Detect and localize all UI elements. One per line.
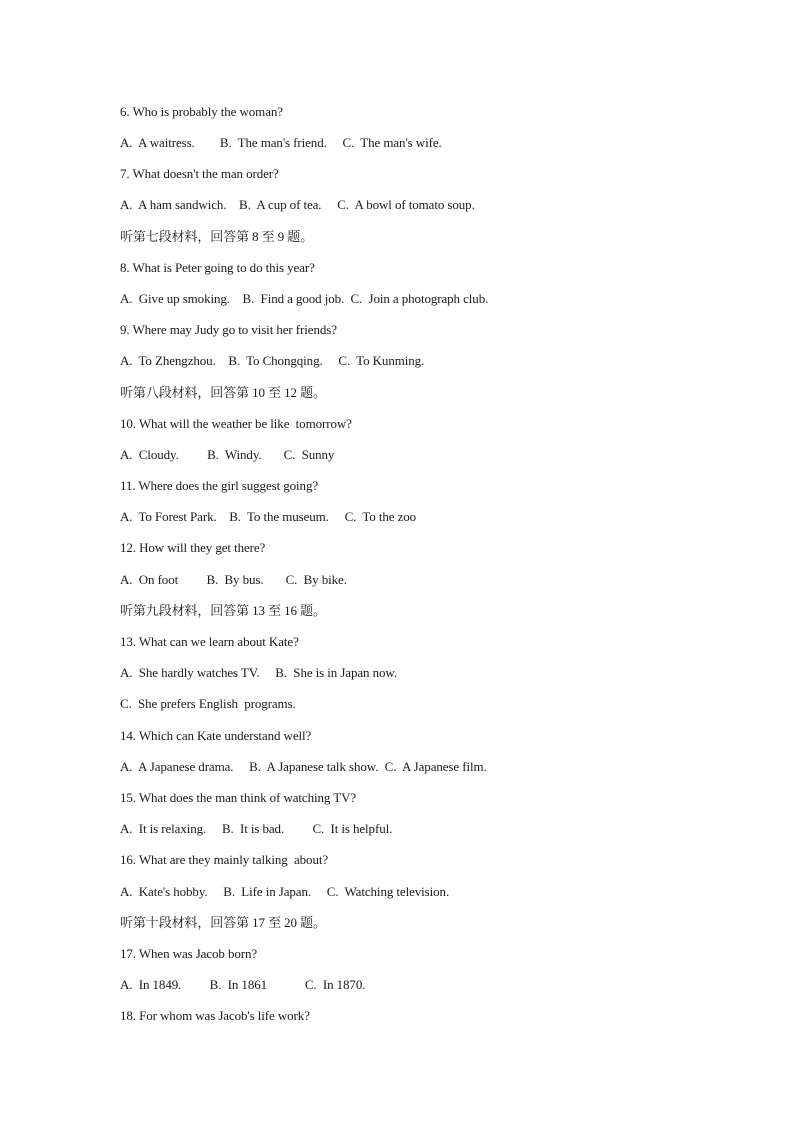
options-13b: C. She prefers English programs. xyxy=(120,696,296,711)
options-17: A. In 1849. B. In 1861 C. In 1870. xyxy=(120,977,366,992)
question-7: 7. What doesn't the man order? xyxy=(120,166,279,181)
options-16: A. Kate's hobby. B. Life in Japan. C. Watching television. xyxy=(120,884,450,899)
section-heading-10: 听第十段材料，回答第 17 至 20 题。 xyxy=(120,915,326,930)
options-7: A. A ham sandwich. B. A cup of tea. C. A bowl of tomato soup. xyxy=(120,197,475,212)
question-12: 12. How will they get there? xyxy=(120,540,266,555)
options-8: A. Give up smoking. B. Find a good job. C. Join a photograph club. xyxy=(120,291,489,306)
options-13a: A. She hardly watches TV. B. She is in Japan now. xyxy=(120,665,397,680)
question-13: 13. What can we learn about Kate? xyxy=(120,634,299,649)
options-10: A. Cloudy. B. Windy. C. Sunny xyxy=(120,447,335,462)
options-9: A. To Zhengzhou. B. To Chongqing. C. To Kunming. xyxy=(120,353,425,368)
options-11: A. To Forest Park. B. To the museum. C. To the zoo xyxy=(120,509,417,524)
question-10: 10. What will the weather be like tomorrow? xyxy=(120,416,352,431)
section-heading-8: 听第八段材料，回答第 10 至 12 题。 xyxy=(120,385,326,400)
question-17: 17. When was Jacob born? xyxy=(120,946,258,961)
options-15: A. It is relaxing. B. It is bad. C. It is helpful. xyxy=(120,821,393,836)
section-heading-9: 听第九段材料，回答第 13 至 16 题。 xyxy=(120,603,326,618)
section-heading-7: 听第七段材料，回答第 8 至 9 题。 xyxy=(120,229,314,244)
options-12: A. On foot B. By bus. C. By bike. xyxy=(120,572,347,587)
question-8: 8. What is Peter going to do this year? xyxy=(120,260,315,275)
question-14: 14. Which can Kate understand well? xyxy=(120,728,312,743)
options-14: A. A Japanese drama. B. A Japanese talk show. C. A Japanese film. xyxy=(120,759,487,774)
question-15: 15. What does the man think of watching TV? xyxy=(120,790,357,805)
question-9: 9. Where may Judy go to visit her friends? xyxy=(120,322,337,337)
question-11: 11. Where does the girl suggest going? xyxy=(120,478,319,493)
question-18: 18. For whom was Jacob's life work? xyxy=(120,1008,310,1023)
options-6: A. A waitress. B. The man's friend. C. The man's wife. xyxy=(120,135,442,150)
question-16: 16. What are they mainly talking about? xyxy=(120,852,329,867)
question-6: 6. Who is probably the woman? xyxy=(120,104,283,119)
